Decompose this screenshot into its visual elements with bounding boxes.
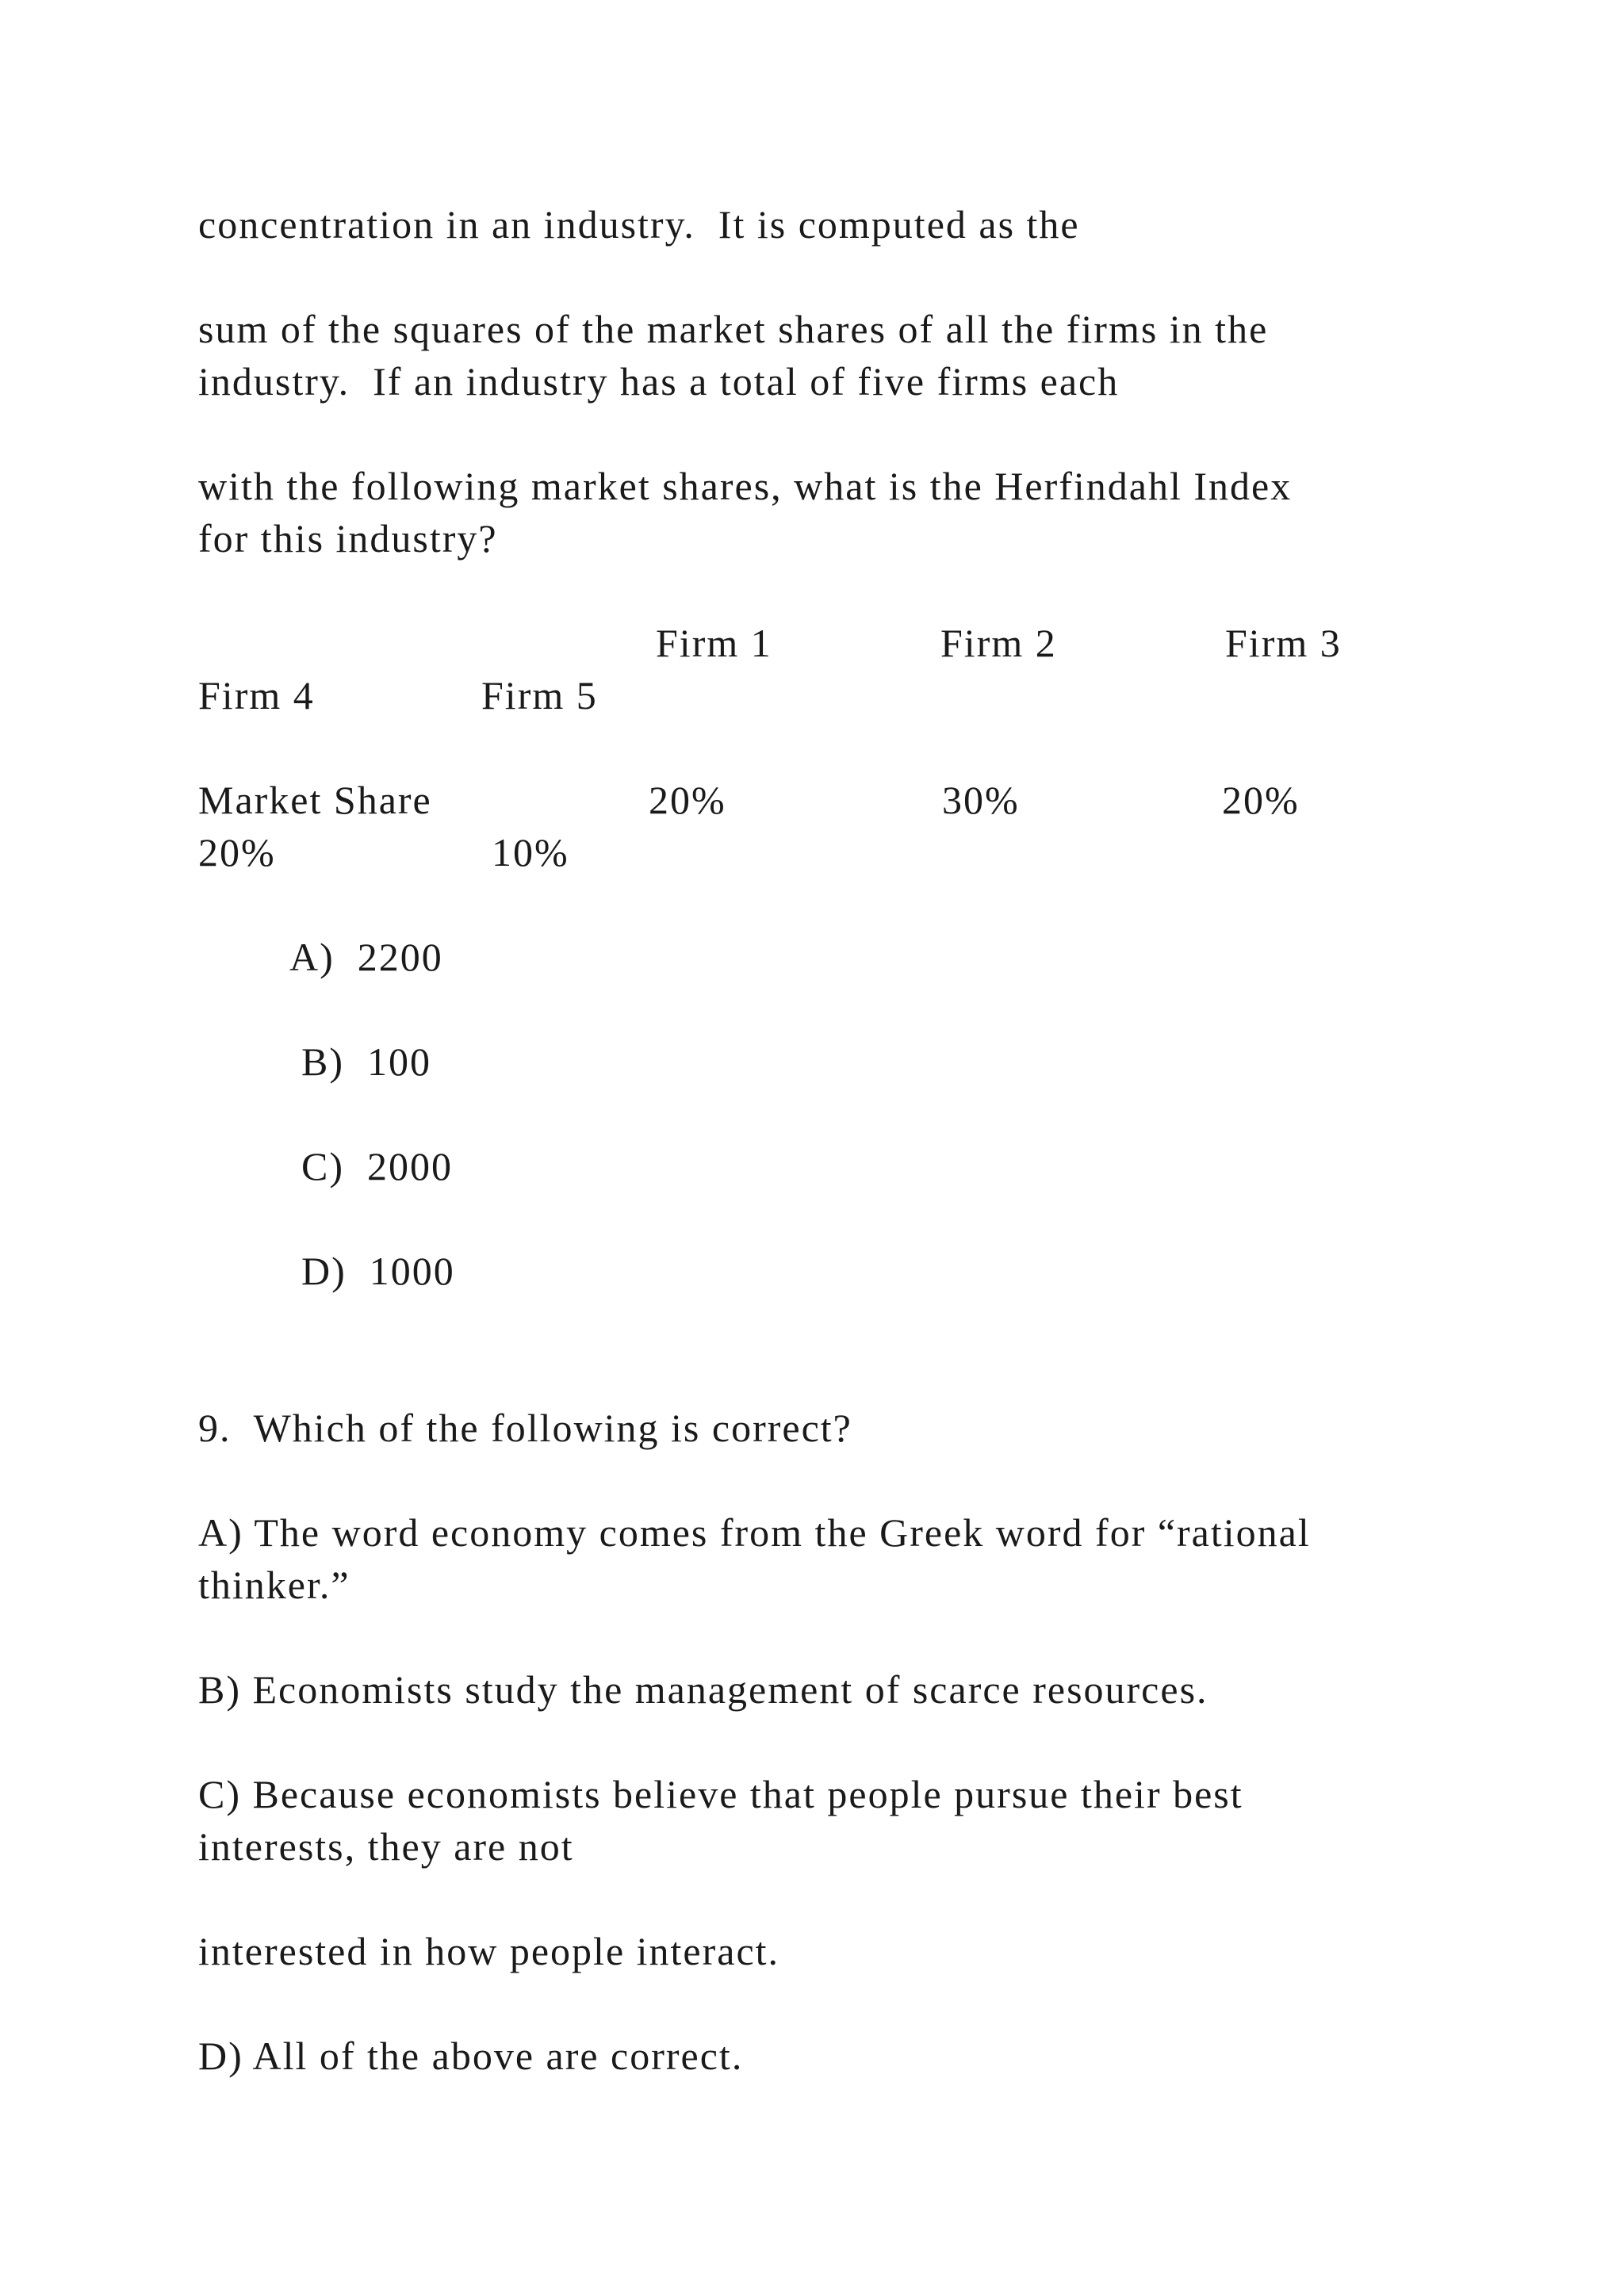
q9-option-a-line-2: thinker.” (198, 1563, 350, 1607)
table-header-firm-2: Firm 2 (940, 621, 1057, 665)
q8-option-d: D) 1000 (301, 1249, 455, 1293)
q9-option-d: D) All of the above are correct. (198, 2034, 744, 2078)
q8-option-a: A) 2200 (289, 935, 443, 979)
q8-stem-line-4: with the following market shares, what is the Herfindahl Index (198, 464, 1293, 508)
q9-option-c-line-2: interests, they are not (198, 1824, 574, 1869)
table-header-firm-4: Firm 4 (198, 673, 315, 718)
table-value-firm-1: 20% (649, 778, 726, 822)
table-value-firm-5: 10% (492, 830, 569, 874)
q9-stem: 9. Which of the following is correct? (198, 1406, 852, 1450)
q8-stem-line-3: industry. If an industry has a total of five firms each (198, 359, 1120, 404)
table-value-firm-4: 20% (198, 830, 276, 874)
q8-option-b: B) 100 (301, 1039, 431, 1084)
q9-option-c-line-1: C) Because economists believe that people pursue their best (198, 1772, 1243, 1816)
table-value-firm-2: 30% (942, 778, 1020, 822)
table-header-firm-5: Firm 5 (481, 673, 598, 718)
q9-option-a-line-1: A) The word economy comes from the Greek word for “rational (198, 1510, 1311, 1555)
q8-stem-line-5: for this industry? (198, 516, 498, 561)
q9-option-b: B) Economists study the management of scarce resources. (198, 1667, 1208, 1712)
table-row-label: Market Share (198, 778, 432, 822)
table-header-firm-1: Firm 1 (656, 621, 772, 665)
q8-stem-line-2: sum of the squares of the market shares of all the firms in the (198, 307, 1269, 351)
q9-option-c-line-3: interested in how people interact. (198, 1929, 780, 1973)
q8-option-c: C) 2000 (301, 1144, 453, 1188)
table-value-firm-3: 20% (1222, 778, 1300, 822)
q8-stem-line-1: concentration in an industry. It is computed as the (198, 202, 1080, 247)
table-header-firm-3: Firm 3 (1225, 621, 1342, 665)
